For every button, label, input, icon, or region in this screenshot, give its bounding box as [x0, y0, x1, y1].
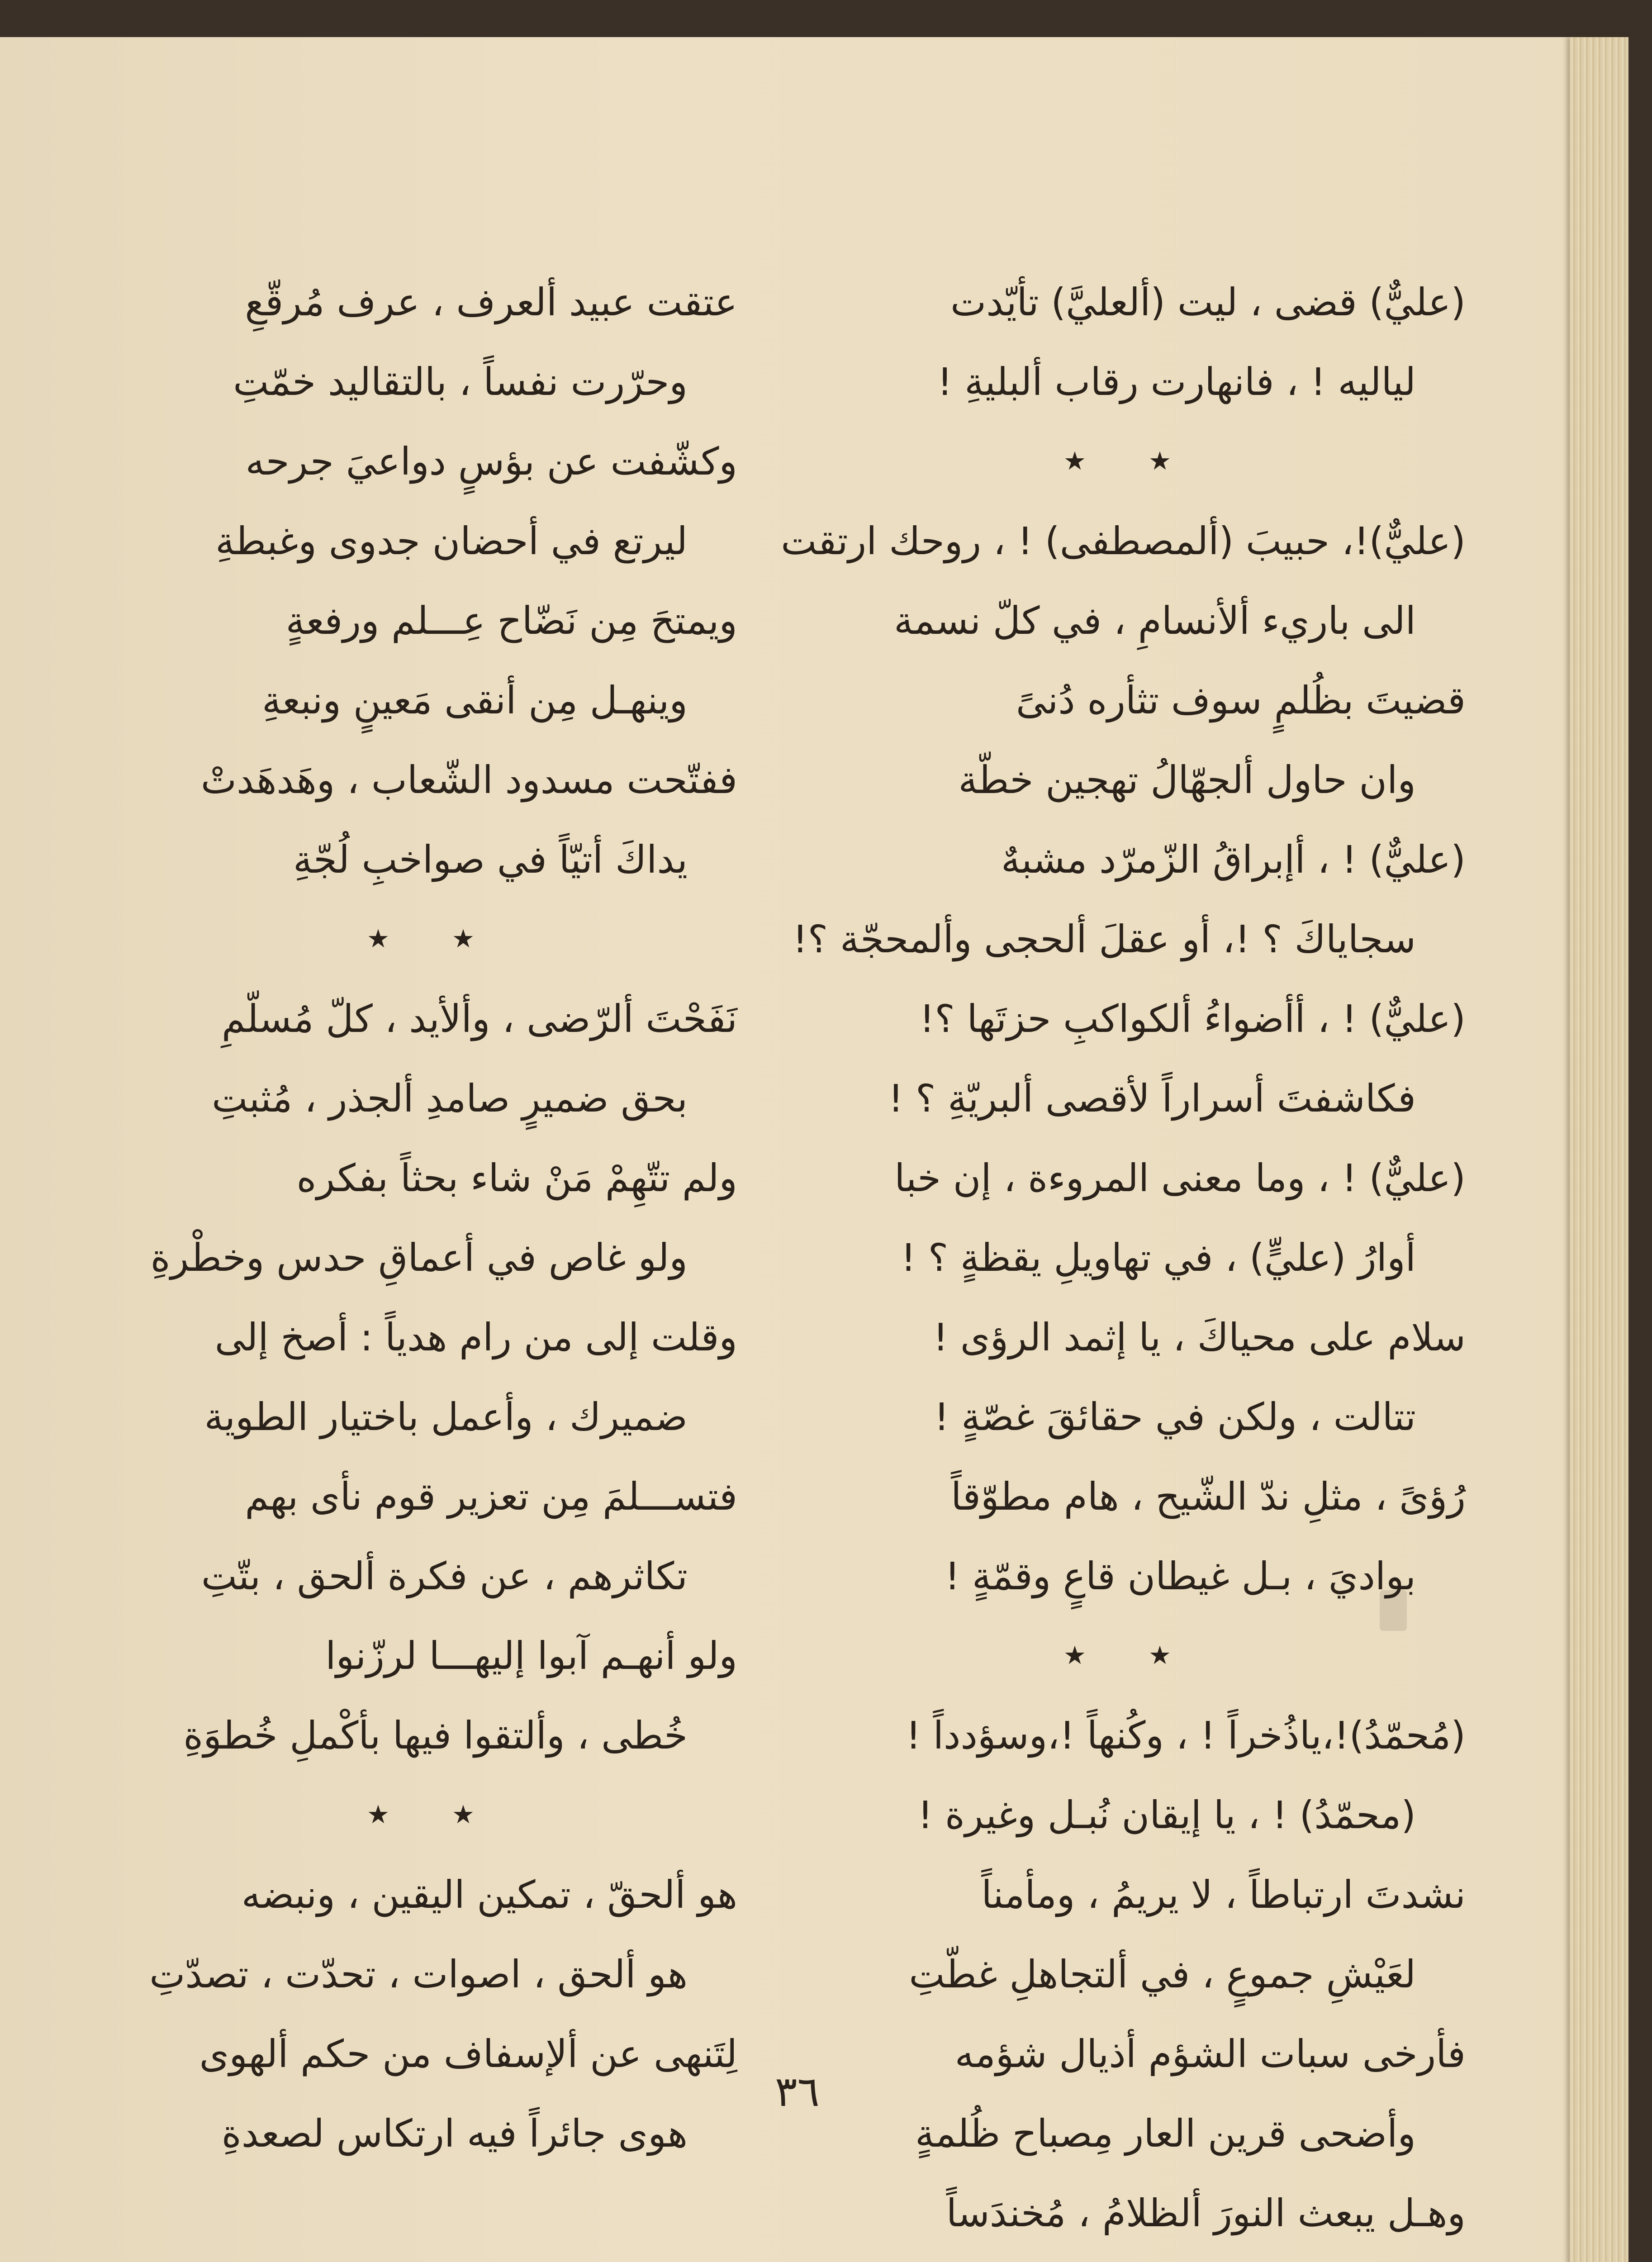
poem-verse-line: فكاشفتَ أسراراً لأقصى ألبريّةِ ؟ ! [888, 1076, 1416, 1121]
poem-verse-line: الى باريء ألأنسامِ ، في كلّ نسمة [894, 599, 1416, 643]
poem-verse-line: سلام على محياكَ ، يا إثمد الرؤى ! [933, 1315, 1466, 1359]
poem-verse-line: تتالت ، ولكن في حقائقَ غصّةٍ ! [934, 1395, 1416, 1439]
poem-verse-line: نشدتَ ارتباطاً ، لا يريمُ ، ومأمناً [981, 1872, 1466, 1917]
poem-verse-line: (عليٌّ)!، حبيبَ (ألمصطفى) ! ، روحك ارتقت [781, 519, 1466, 563]
poem-verse-line: لعَيْشِ جموعٍ ، في ألتجاهلِ غطّتِ [909, 1952, 1416, 1996]
poem-verse-line: وهـل يبعث النورَ ألظلامُ ، مُخندَساً [946, 2191, 1466, 2235]
poem-verse-line: خُطى ، وألتقوا فيها بأكْملِ خُطوَةِ [183, 1713, 688, 1758]
poem-verse-line: فأرخى سبات الشؤم أذيال شؤمه [954, 2032, 1466, 2076]
poem-verse-line: (عليٌّ) ! ، أإبراقُ الزّمرّد مشبهٌ [1001, 837, 1466, 882]
page-stack-edge [1570, 37, 1628, 2262]
poem-verse-line: وكشّفت عن بؤسٍ دواعيَ جرحه [245, 439, 737, 484]
poem-verse-line: (مُحمّدُ)!،ياذُخراً ! ، وكُنهاً !،وسؤدداً ! [906, 1713, 1466, 1758]
poem-verse-line: ففتّحت مسدود الشّعاب ، وهَدهَدتْ [200, 758, 737, 802]
poem-verse-line: سجاياكَ ؟ !، أو عقلَ ألحجى وألمحجّة ؟! [792, 917, 1416, 961]
poem-verse-line: ولو غاص في أعماقِ حدس وخطْرةِ [150, 1236, 688, 1280]
poem-verse-line: قضيتَ بظُلمٍ سوف تثأره دُنىً [1016, 678, 1466, 722]
poem-verse-line: ضميرك ، وأعمل باختيار الطوية [204, 1395, 688, 1439]
poem-verse-line: عتقت عبيد ألعرف ، عرف مُرقّعِ [245, 280, 737, 324]
poem-verse-line: (عليٌّ) قضى ، ليت (ألعليَّ) تأيّدت [950, 280, 1466, 324]
poem-verse-line: وحرّرت نفساً ، بالتقاليد خمّتِ [233, 360, 688, 404]
poem-verse-line: تكاثرهم ، عن فكرة ألحق ، بتّتِ [201, 1554, 688, 1598]
poem-verse-line: هو ألحق ، اصوات ، تحدّت ، تصدّتِ [149, 1952, 688, 1996]
poem-verse-line: (عليٌّ) ! ، وما معنى المروءة ، إن خبا [894, 1156, 1466, 1200]
poem-verse-line: لياليه ! ، فانهارت رقاب ألبليةِ ! [937, 360, 1416, 404]
section-divider-stars: ★ ★ [1063, 1641, 1199, 1670]
poem-verse-line: وينهـل مِن أنقى مَعينٍ ونبعةِ [262, 678, 688, 722]
poem-verse-line: وان حاول ألجهّالُ تهجين خطّة [958, 758, 1416, 802]
poem-verse-line: ويمتحَ مِن نَضّاح عِـــلم ورفعةٍ [285, 599, 737, 643]
poem-verse-line [796, 2253, 1466, 2262]
poem-verse-line: أوارُ (عليٍّ) ، في تهاويلِ يقظةٍ ؟ ! [901, 1236, 1416, 1280]
page-number: ٣٦ [775, 2067, 820, 2116]
section-divider-stars: ★ ★ [366, 924, 502, 954]
poem-verse-line: بواديَ ، بـل غيطان قاعٍ وقمّةٍ ! [945, 1554, 1416, 1598]
poem-verse-line: لِتَنهى عن ألإسفاف من حكم ألهوى [199, 2032, 737, 2076]
poem-verse-line: (عليٌّ) ! ، أأضواءُ ألكواكبِ حزتَها ؟! [919, 997, 1466, 1041]
poem-verse-line: وقلت إلى من رام هدياً : أصخ إلى [214, 1315, 737, 1359]
section-divider-stars: ★ ★ [366, 1800, 502, 1830]
scan-top-border [0, 0, 1652, 37]
scan-right-border [1628, 37, 1652, 2262]
poem-verse-line: يداكَ أتيّاً في صواخبِ لُجّةِ [293, 837, 688, 882]
poem-verse-line: بحق ضميرٍ صامدِ ألجذر ، مُثبتِ [212, 1076, 688, 1121]
poem-verse-line: (محمّدُ) ! ، يا إيقان نُبـل وغيرة ! [917, 1793, 1416, 1837]
poem-verse-line: ليرتع في أحضان جدوى وغبطةِ [215, 519, 688, 563]
poem-verse-line: فتســـلمَ مِن تعزير قوم نأى بهم [245, 1474, 737, 1519]
poem-verse-line: وأضحى قرين العار مِصباح ظُلمةٍ [915, 2111, 1416, 2156]
poem-verse-line: ولو أنهـم آبوا إليهـــا لرزّنوا [325, 1634, 737, 1678]
poem-verse-line: هوى جائراً فيه ارتكاس لصعدةِ [221, 2111, 688, 2156]
poem-verse-line: رُؤىً ، مثلِ ندّ الشّيح ، هام مطوّقاً [951, 1474, 1466, 1519]
section-divider-stars: ★ ★ [1063, 447, 1199, 476]
poem-verse-line: ولم تتّهِمْ مَنْ شاء بحثاً بفكره [296, 1156, 737, 1200]
poem-column-right [781, 262, 1466, 2262]
poem-verse-line: هو ألحقّ ، تمكين اليقين ، ونبضه [241, 1872, 737, 1917]
poem-column-left [131, 262, 737, 2173]
poem-verse-line: نَفَحْتَ ألرّضى ، وألأيد ، كلّ مُسلّمِ [221, 997, 737, 1041]
